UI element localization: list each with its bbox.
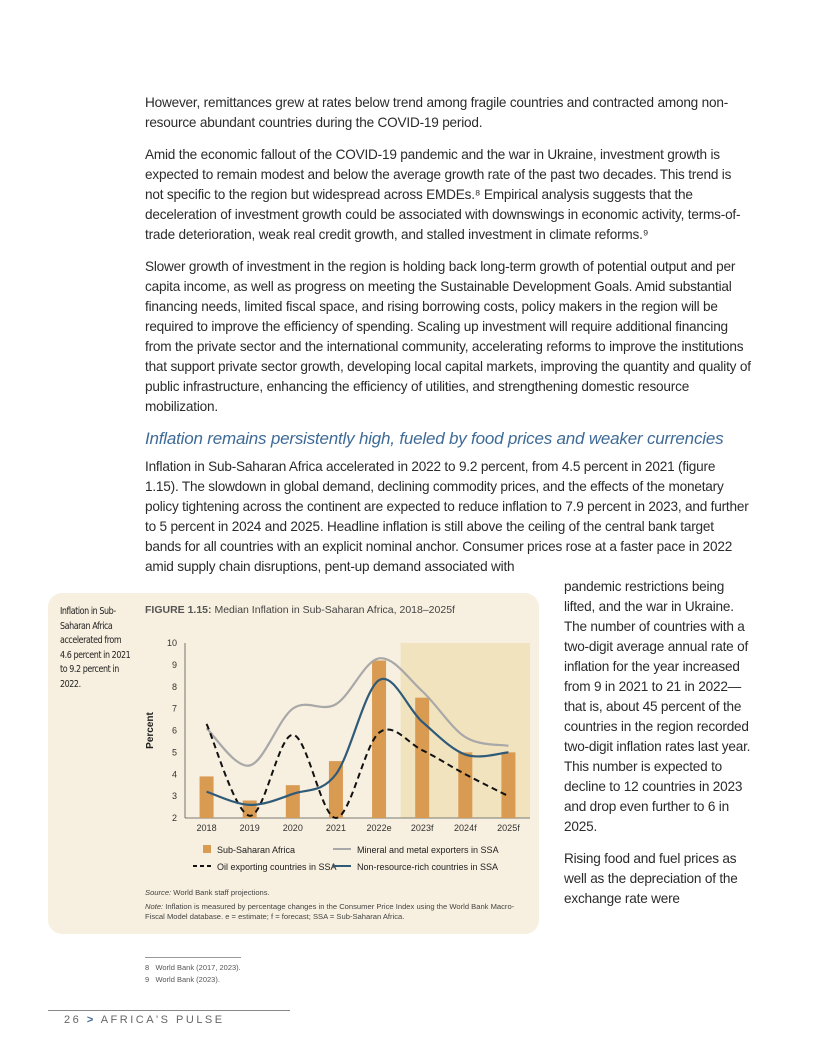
bar-2020 xyxy=(286,785,300,818)
footnote-number: 8 xyxy=(145,963,150,972)
x-tick-label: 2021 xyxy=(325,823,346,833)
source-text: World Bank staff projections. xyxy=(173,888,270,897)
x-tick-label: 2022e xyxy=(366,823,392,833)
figure-source xyxy=(145,888,530,898)
legend-label: Sub-Saharan Africa xyxy=(217,845,296,855)
paragraph-inflation-column: pandemic restrictions being lifted, and the war in Ukraine. The number of countries with a two-digit average annual rate of inflation for the year increased from 9 in 2021 to 21 in 2022—that is, about 45 percent of the countries in the region recorded two-digit inflation rates last year. This number is expected to decline to 12 countries in 2023 and drop even further to 6 in 2025. xyxy=(564,579,751,834)
paragraph-slower-growth: Slower growth of investment in the region is holding back long-term growth of potential output and per capita income, as well as progress on meeting the Sustainable Development Goals. Amid substantial financing needs, limited fiscal space, and rising borrowing costs, policy makers in the region will be required to improve the efficiency of spending. Scaling up investment will require additional financing from the private sector and the international community, accelerating reforms to improve the institutions that support private sector growth, developing local capital markets, improving the quantity and quality of public infrastructure, enhancing the efficiency of utilities, and strengthening domestic resource mobilization. xyxy=(145,259,751,414)
x-tick-label: 2025f xyxy=(497,823,520,833)
paragraph-investment: Amid the economic fallout of the COVID-19 pandemic and the war in Ukraine, investment growth is expected to remain modest and below the average growth rate of the past two decades. This trend is not specific to the region but widespread across EMDEs.⁸ Empirical analysis suggests that the deceleration of investment growth could be associated with downswings in economic activity, terms-of-trade deterioration, weak real credit growth, and stalled investment in climate reforms.⁹ xyxy=(145,147,741,242)
note-text: Inflation is measured by percentage changes in the Consumer Price Index using the World Bank Macro-Fiscal Model database. e = estimate; f = forecast; SSA = Sub-Saharan Africa. xyxy=(145,902,515,921)
bar-2021 xyxy=(329,761,343,818)
y-axis-label: Percent xyxy=(145,712,156,749)
y-tick-label: 2 xyxy=(171,813,177,823)
paragraph-inflation: Inflation in Sub-Saharan Africa accelerated in 2022 to 9.2 percent, from 4.5 percent in 2021 (figure 1.15). The slowdown in global demand, declining commodity prices, and the effects of the monetary policy tightening across the continent are expected to reduce inflation to 7.9 percent in 2023, and further to 5 percent in 2024 and 2025. Headline inflation is still above the ceiling of the central bank target bands for all countries with an explicit nominal anchor. Consumer prices rose at a faster pace in 2022 amid supply chain disruptions, pent-up demand associated with xyxy=(145,459,749,574)
y-tick-label: 4 xyxy=(171,769,177,780)
section-heading: Inflation remains persistently high, fueled by food prices and weaker currencies xyxy=(145,429,724,448)
legend-label: Oil exporting countries in SSA xyxy=(217,862,337,872)
note-label: Note: xyxy=(145,902,164,911)
y-tick-label: 8 xyxy=(171,681,177,692)
page-footer xyxy=(64,1014,816,1026)
footer-divider xyxy=(48,1010,290,1011)
x-tick-label: 2018 xyxy=(196,823,217,833)
x-tick-label: 2024f xyxy=(454,823,477,833)
footnote-text: World Bank (2023). xyxy=(155,975,220,984)
page-footer-area xyxy=(48,1010,816,1046)
bar-2024f xyxy=(458,752,472,818)
figure-title xyxy=(145,604,455,616)
paragraph-food-fuel: Rising food and fuel prices as well as the depreciation of the exchange rate were xyxy=(564,851,738,906)
footnotes xyxy=(145,957,751,986)
main-text-column xyxy=(60,0,751,986)
page-number: 26 xyxy=(64,1014,82,1026)
bar-2025f xyxy=(501,752,515,818)
inflation-chart xyxy=(140,633,540,878)
y-tick-label: 10 xyxy=(166,638,177,648)
y-tick-label: 7 xyxy=(171,703,177,714)
legend-swatch xyxy=(203,845,211,853)
footnote-8 xyxy=(145,962,751,974)
chevron-right-icon: > xyxy=(86,1014,96,1026)
legend-label: Mineral and metal exporters in SSA xyxy=(357,845,499,855)
footnote-number: 9 xyxy=(145,975,150,984)
footnote-9 xyxy=(145,974,751,986)
figure-title-text: Median Inflation in Sub-Saharan Africa, 2018–2025f xyxy=(214,604,455,616)
source-label: Source: xyxy=(145,888,172,897)
figure-note xyxy=(145,902,530,922)
bar-2018 xyxy=(200,776,214,818)
x-tick-label: 2019 xyxy=(239,823,260,833)
figure-area xyxy=(60,577,564,949)
publication-title: AFRICA'S PULSE xyxy=(100,1014,225,1026)
y-tick-label: 5 xyxy=(171,747,177,758)
sidebar-note: Inflation in Sub-Saharan Africa accelerated from 4.6 percent in 2021 to 9.2 percent in 2022. xyxy=(60,606,131,690)
right-column xyxy=(564,577,751,921)
y-tick-label: 9 xyxy=(171,659,177,670)
x-tick-label: 2023f xyxy=(410,823,434,833)
legend-label: Non-resource-rich countries in SSA xyxy=(357,862,499,872)
paragraph-remittances: However, remittances grew at rates below trend among fragile countries and contracted among non-resource abundant countries during the COVID-19 period. xyxy=(145,95,729,130)
figure-row xyxy=(60,577,751,949)
figure-label: FIGURE 1.15: xyxy=(145,604,212,616)
footnote-text: World Bank (2017, 2023). xyxy=(155,963,241,972)
y-tick-label: 6 xyxy=(171,725,177,736)
x-tick-label: 2020 xyxy=(282,823,303,833)
footnote-divider xyxy=(145,957,241,958)
y-tick-label: 3 xyxy=(171,791,177,802)
